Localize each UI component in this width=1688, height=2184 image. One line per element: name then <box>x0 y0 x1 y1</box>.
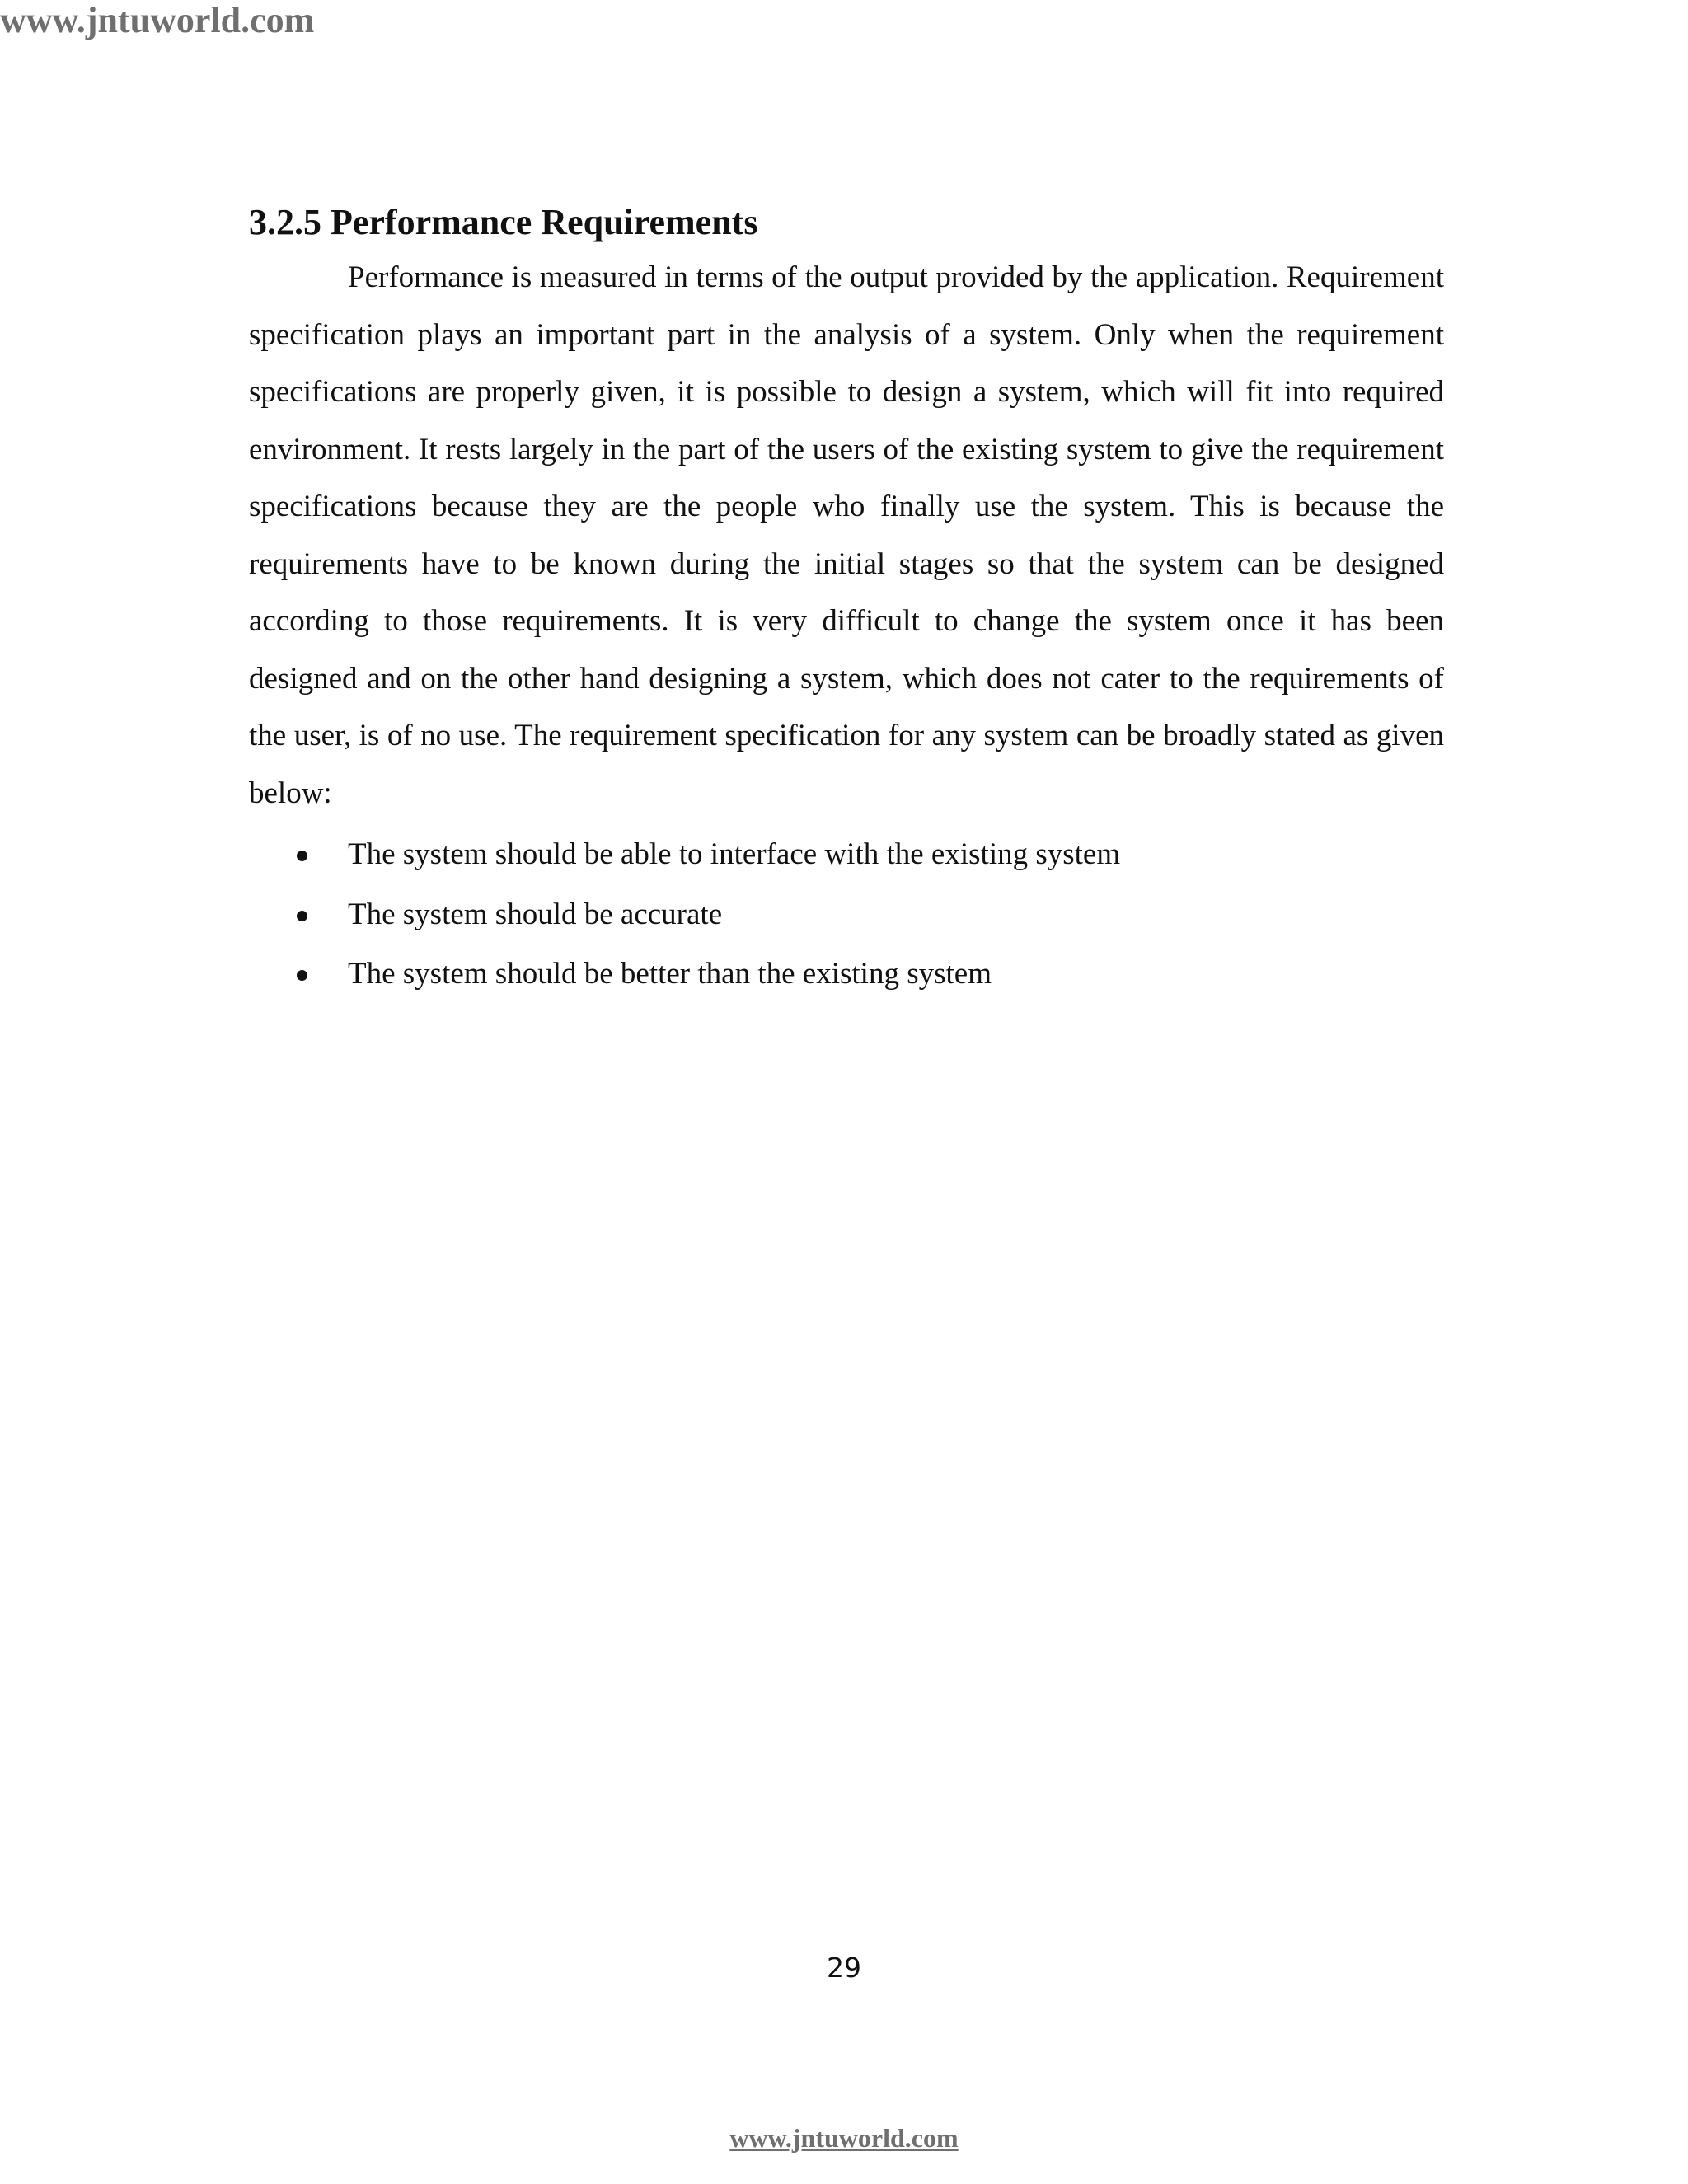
footer-watermark-link[interactable]: www.jntuworld.com <box>729 2123 959 2153</box>
list-item-text: The system should be better than the existing system <box>348 957 992 991</box>
header-watermark: www.jntuworld.com <box>0 0 315 40</box>
list-item <box>249 944 1444 1005</box>
list-item <box>249 885 1444 945</box>
body-paragraph: Performance is measured in terms of the output provided by the application. Requirement specification plays an important part in the analysis of a system. Only when the requirement specifications are properly given, it is possible to design a system, which will fit into required environment. It rests largely in the part of the users of the existing system to give the requirement specifications because they are the people who finally use the system. This is because the requirements have to be known during the initial stages so that the system can be designed according to those requirements. It is very difficult to change the system once it has been designed and on the other hand designing a system, which does not cater to the requirements of the user, is of no use. The requirement specification for any system can be broadly stated as given below: <box>249 260 1444 810</box>
footer-watermark <box>0 2121 1688 2154</box>
list-item <box>249 825 1444 885</box>
section-heading: 3.2.5 Performance Requirements <box>249 202 758 242</box>
bullet-icon <box>297 970 307 981</box>
list-item-text: The system should be able to interface with the existing system <box>348 837 1121 871</box>
list-item-text: The system should be accurate <box>348 897 723 931</box>
requirements-bullet-list <box>249 825 1444 1005</box>
bullet-icon <box>297 851 307 861</box>
page-number: 29 <box>827 1952 861 1984</box>
page-content <box>249 196 1444 1005</box>
bullet-icon <box>297 911 307 921</box>
